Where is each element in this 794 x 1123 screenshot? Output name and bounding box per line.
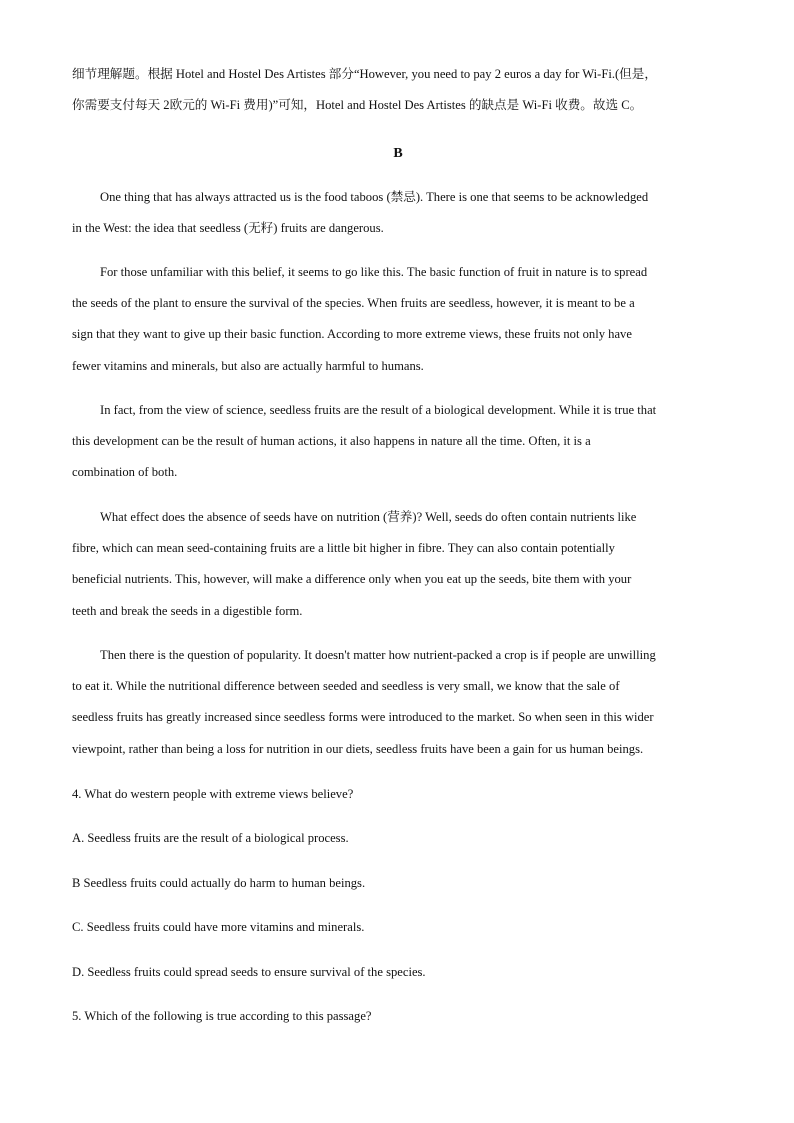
question-4-option-b: B Seedless fruits could actually do harm to human beings. xyxy=(72,876,366,890)
paragraph-line: in the West: the idea that seedless (无籽) fruits are dangerous. xyxy=(72,221,384,236)
passage-paragraph xyxy=(72,187,724,249)
question-4-option-c: C. Seedless fruits could have more vitamins and minerals. xyxy=(72,920,365,934)
paragraph-line: For those unfamiliar with this belief, it seems to go like this. The basic function of fruit in nature is to spread xyxy=(100,265,648,279)
question-5: 5. Which of the following is true according to this passage? xyxy=(72,1009,372,1023)
paragraph-line: beneficial nutrients. This, however, will make a difference only when you eat up the seeds, bite them with your xyxy=(72,572,632,587)
passage-paragraph xyxy=(72,400,724,494)
paragraph-line: combination of both. xyxy=(72,465,178,480)
paragraph-line: What effect does the absence of seeds have on nutrition (营养)? Well, seeds do often contain nutrients like xyxy=(100,510,637,524)
paragraph-line: One thing that has always attracted us is the food taboos (禁忌). There is one that seems to be acknowledged xyxy=(100,190,649,204)
paragraph-line: sign that they want to give up their basic function. According to more extreme views, these fruits not only have xyxy=(72,327,632,342)
paragraph-line: fibre, which can mean seed-containing fruits are a little bit higher in fibre. They can also contain potentially xyxy=(72,541,615,556)
paragraph-line: fewer vitamins and minerals, but also are actually harmful to humans. xyxy=(72,358,424,373)
question-4: 4. What do western people with extreme views believe? xyxy=(72,787,354,801)
paragraph-line: seedless fruits has greatly increased since seedless forms were introduced to the market. So when seen in this wider xyxy=(72,710,654,725)
passage-paragraph xyxy=(72,507,724,632)
paragraph-line: teeth and break the seeds in a digestible form. xyxy=(72,603,303,618)
paragraph-line: to eat it. While the nutritional difference between seeded and seedless is very small, we know that the sale of xyxy=(72,679,620,694)
answer-explanation xyxy=(72,64,724,126)
section-heading: B xyxy=(393,146,403,161)
question-4-option-a: A. Seedless fruits are the result of a biological process. xyxy=(72,831,349,845)
passage-paragraph xyxy=(72,262,724,387)
paragraph-line: Then there is the question of popularity. It doesn't matter how nutrient-packed a crop is if people are unwilling xyxy=(100,648,656,662)
explanation-line: 你需要支付每天 2欧元的 Wi-Fi 费用)”可知，Hotel and Hostel Des Artistes 的缺点是 Wi-Fi 收费。故选 C。 xyxy=(72,98,643,112)
paragraph-line: this development can be the result of human actions, it also happens in nature all the time. Often, it is a xyxy=(72,434,591,449)
explanation-line: 细节理解题。根据 Hotel and Hostel Des Artistes 部分“However, you need to pay 2 euros a day for Wi-Fi.(但是， xyxy=(72,67,657,81)
paragraph-line: the seeds of the plant to ensure the survival of the species. When fruits are seedless, however, it is meant to be a xyxy=(72,296,635,311)
passage-paragraph xyxy=(72,645,724,770)
paragraph-line: viewpoint, rather than being a loss for nutrition in our diets, seedless fruits have been a gain for us human beings. xyxy=(72,741,644,756)
question-4-option-d: D. Seedless fruits could spread seeds to ensure survival of the species. xyxy=(72,965,426,979)
paragraph-line: In fact, from the view of science, seedless fruits are the result of a biological development. While it is true that xyxy=(100,403,657,417)
